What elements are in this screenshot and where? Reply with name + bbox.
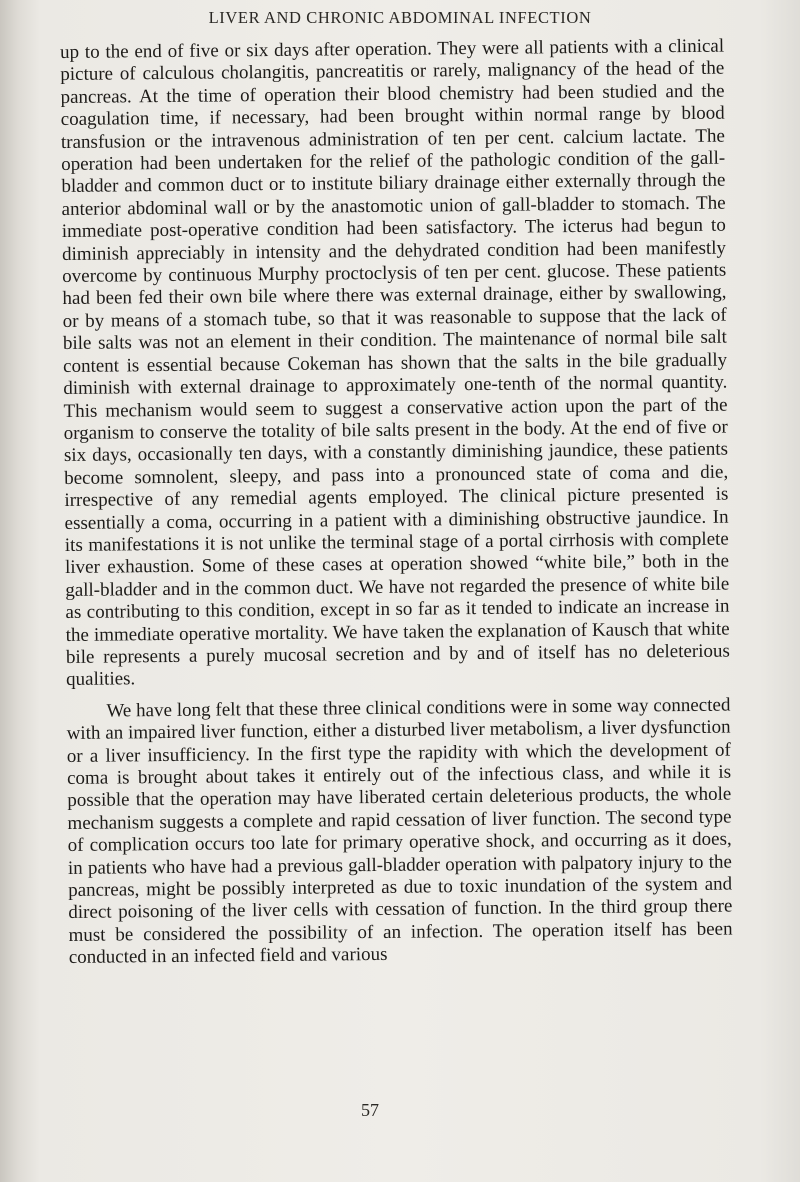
paragraph: We have long felt that these three clinical conditions were in some way connected with an impaired liver function, either a disturbed liver metabolism, a liver dysfunction or a liver insufficiency. In the first type the rapidity with which the development of coma is brought about takes it entirely out of the infectious class, and while it is possible that the operation may have liberated certain deleterious products, the whole mechanism suggests a complete and rapid cessation of liver function. The second type of complication occurs too late for primary operative shock, and occurring as it does, in patients who have had a previous gall-bladder operation with palpatory injury to the pancreas, might be possibly interpreted as due to toxic inundation of the system and direct poisoning of the liver cells with cessation of function. In the third group there must be considered the possibility of an infection. The operation itself has been conducted in an infected field and various [66, 694, 733, 969]
page-number: 57 [361, 1100, 379, 1120]
paragraph-continued: up to the end of five or six days after operation. They were all patients with a clinical picture of calculous cholangitis, pancreatitis or rarely, malignancy of the head of the pancreas. At the time of operation their blood chemistry had been studied and the coagulation time, if necessary, had been brought within normal range by blood transfusion or the intravenous administration of ten per cent. calcium lactate. The operation had been undertaken for the relief of the pathologic condition of the gall-bladder and common duct or to institute biliary drainage either externally through the anterior abdominal wall or by the anastomotic union of gall-bladder to stomach. The immediate post-operative condition had been satisfactory. The icterus had begun to diminish appreciably in intensity and the dehydrated condition had been manifestly overcome by continuous Murphy proctoclysis of ten per cent. glucose. These patients had been fed their own bile where there was external drainage, either by swallowing, or by means of a stomach tube, so that it was reasonable to suppose that the lack of bile salts was not an element in their condition. The maintenance of normal bile salt content is essential because Cokeman has shown that the salts in the bile gradually diminish with external drainage to approximately one-tenth of the normal quantity. This mechanism would seem to suggest a conservative action upon the part of the organism to conserve the totality of bile salts present in the body. At the end of five or six days, occasionally ten days, with a constantly diminishing jaundice, these patients become somnolent, sleepy, and pass into a pronounced state of coma and die, irrespective of any remedial agents employed. The clinical picture presented is essentially a coma, occurring in a patient with a diminishing obstructive jaundice. In its manifestations it is not unlike the terminal stage of a portal cirrhosis with complete liver exhaustion. Some of these cases at operation showed “white bile,” both in the gall-bladder and in the common duct. We have not regarded the presence of white bile as contributing to this condition, except in so far as it tended to indicate an increase in the immediate operative mortality. We have taken the explanation of Kausch that white bile represents a purely mucosal secretion and by and of itself has no deleterious qualities. [60, 35, 730, 691]
running-head: LIVER AND CHRONIC ABDOMINAL INFECTION [208, 8, 592, 27]
body-text [60, 36, 733, 970]
